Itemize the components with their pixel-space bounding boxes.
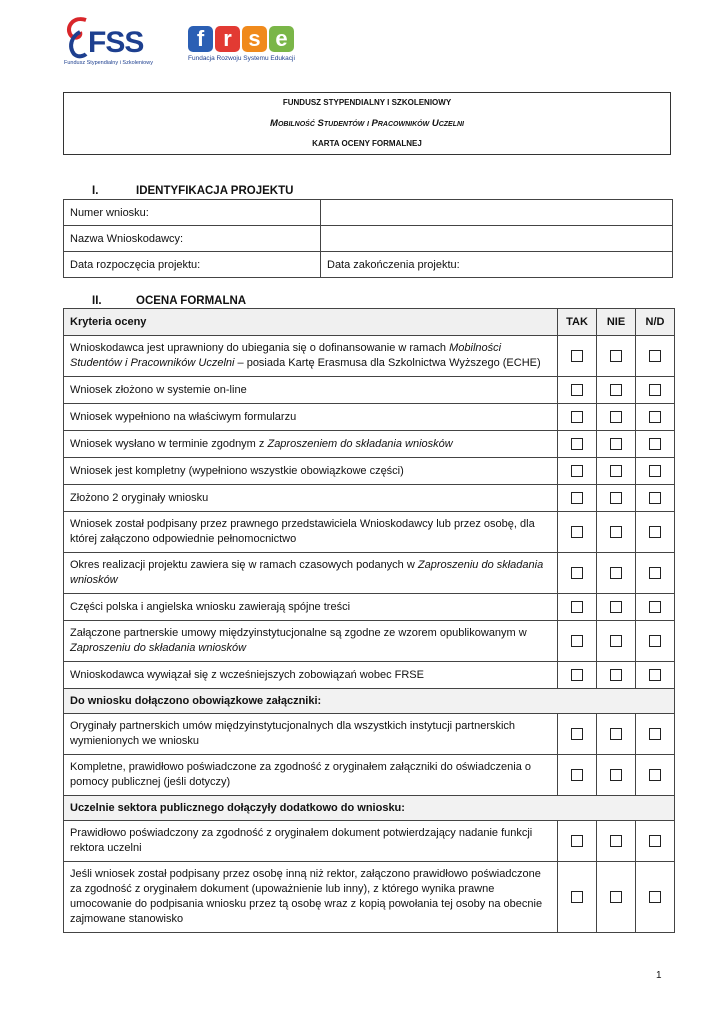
checkbox-cell-na [636, 404, 675, 431]
checkbox-no[interactable] [610, 384, 622, 396]
checkbox-cell-na [636, 755, 675, 796]
identification-table [63, 199, 673, 278]
criterion-text: Oryginały partnerskich umów międzyinstytucjonalnych dla wszystkich instytucji partnerskich wymienionych we wniosku [64, 714, 558, 755]
checkbox-cell-no [597, 485, 636, 512]
checkbox-cell-yes [558, 862, 597, 933]
checkbox-cell-na [636, 377, 675, 404]
fss-subtitle: Fundusz Stypendialny i Szkoleniowy [64, 60, 153, 66]
criteria-row [64, 662, 675, 689]
field-applicant-name[interactable] [321, 226, 673, 252]
checkbox-cell-no [597, 404, 636, 431]
checkbox-no[interactable] [610, 492, 622, 504]
checkbox-cell-yes [558, 512, 597, 553]
field-project-end-date[interactable]: Data zakończenia projektu: [321, 252, 673, 278]
criteria-row [64, 714, 675, 755]
checkbox-na[interactable] [649, 384, 661, 396]
checkbox-no[interactable] [610, 891, 622, 903]
criteria-row [64, 755, 675, 796]
header-form-title: KARTA OCENY FORMALNEJ [312, 139, 422, 148]
label-applicant-name: Nazwa Wnioskodawcy: [64, 226, 321, 252]
checkbox-yes[interactable] [571, 669, 583, 681]
criteria-group-row [64, 796, 675, 821]
checkbox-yes[interactable] [571, 438, 583, 450]
checkbox-cell-na [636, 431, 675, 458]
column-no: NIE [597, 309, 636, 336]
criteria-row [64, 458, 675, 485]
checkbox-cell-yes [558, 714, 597, 755]
checkbox-cell-na [636, 714, 675, 755]
checkbox-yes[interactable] [571, 635, 583, 647]
criterion-text: Wniosek złożono w systemie on-line [64, 377, 558, 404]
criteria-row [64, 431, 675, 458]
checkbox-cell-yes [558, 404, 597, 431]
checkbox-na[interactable] [649, 526, 661, 538]
criterion-text: Części polska i angielska wniosku zawierają spójne treści [64, 594, 558, 621]
frse-letter: r [215, 26, 240, 52]
checkbox-cell-yes [558, 336, 597, 377]
criteria-row [64, 336, 675, 377]
table-row [64, 200, 673, 226]
criteria-row [64, 594, 675, 621]
section1-number: I. [92, 185, 99, 197]
criteria-row [64, 621, 675, 662]
checkbox-yes[interactable] [571, 769, 583, 781]
frse-logo [188, 26, 306, 70]
checkbox-cell-yes [558, 594, 597, 621]
checkbox-cell-na [636, 485, 675, 512]
checkbox-na[interactable] [649, 492, 661, 504]
checkbox-cell-yes [558, 755, 597, 796]
criterion-text: Wnioskodawca jest uprawniony do ubiegania się o dofinansowanie w ramach Mobilności Studentów i Pracowników Uczelni – posiada Kartę Erasmusa dla Szkolnictwa Wyższego (ECHE) [64, 336, 558, 377]
checkbox-cell-yes [558, 458, 597, 485]
column-yes: TAK [558, 309, 597, 336]
field-project-start-date[interactable]: Data rozpoczęcia projektu: [64, 252, 321, 278]
checkbox-cell-yes [558, 821, 597, 862]
checkbox-no[interactable] [610, 438, 622, 450]
checkbox-cell-yes [558, 621, 597, 662]
criterion-text: Wnioskodawca wywiązał się z wcześniejszych zobowiązań wobec FRSE [64, 662, 558, 689]
checkbox-cell-no [597, 862, 636, 933]
checkbox-na[interactable] [649, 769, 661, 781]
table-row [64, 226, 673, 252]
checkbox-na[interactable] [649, 891, 661, 903]
criteria-group-title: Do wniosku dołączono obowiązkowe załączniki: [64, 689, 675, 714]
checkbox-cell-yes [558, 485, 597, 512]
criterion-text: Okres realizacji projektu zawiera się w ramach czasowych podanych w Zaproszeniu do składania wniosków [64, 553, 558, 594]
checkbox-cell-yes [558, 377, 597, 404]
checkbox-cell-no [597, 336, 636, 377]
checkbox-yes[interactable] [571, 835, 583, 847]
header-program-name: Mobilność Studentów i Pracowników Uczelni [270, 118, 464, 129]
criteria-header-row [64, 309, 675, 336]
checkbox-yes[interactable] [571, 465, 583, 477]
criterion-text: Wniosek jest kompletny (wypełniono wszystkie obowiązkowe części) [64, 458, 558, 485]
field-application-number[interactable] [321, 200, 673, 226]
checkbox-cell-na [636, 336, 675, 377]
checkbox-cell-na [636, 862, 675, 933]
checkbox-cell-yes [558, 431, 597, 458]
frse-subtitle: Fundacja Rozwoju Systemu Edukacji [188, 55, 295, 62]
criterion-text: Prawidłowo poświadczony za zgodność z oryginałem dokument potwierdzający nadanie funkcji rektora uczelni [64, 821, 558, 862]
table-row [64, 252, 673, 278]
checkbox-na[interactable] [649, 635, 661, 647]
label-application-number: Numer wniosku: [64, 200, 321, 226]
section1-title: IDENTYFIKACJA PROJEKTU [136, 185, 294, 197]
checkbox-yes[interactable] [571, 350, 583, 362]
checkbox-cell-na [636, 512, 675, 553]
checkbox-cell-na [636, 662, 675, 689]
checkbox-cell-na [636, 594, 675, 621]
checkbox-no[interactable] [610, 669, 622, 681]
checkbox-cell-na [636, 458, 675, 485]
checkbox-cell-no [597, 512, 636, 553]
frse-letters [188, 26, 306, 52]
checkbox-yes[interactable] [571, 526, 583, 538]
criterion-text: Kompletne, prawidłowo poświadczone za zgodność z oryginałem załączniki do oświadczenia o pomocy publicznej (jeśli dotyczy) [64, 755, 558, 796]
checkbox-cell-na [636, 553, 675, 594]
checkbox-na[interactable] [649, 835, 661, 847]
criteria-row [64, 553, 675, 594]
checkbox-no[interactable] [610, 526, 622, 538]
checkbox-na[interactable] [649, 465, 661, 477]
checkbox-na[interactable] [649, 728, 661, 740]
checkbox-no[interactable] [610, 769, 622, 781]
criteria-row [64, 821, 675, 862]
criteria-row [64, 377, 675, 404]
header-fund-name: FUNDUSZ STYPENDIALNY I SZKOLENIOWY [282, 98, 452, 107]
criteria-row [64, 404, 675, 431]
checkbox-na[interactable] [649, 669, 661, 681]
fss-logo [64, 14, 156, 70]
checkbox-no[interactable] [610, 567, 622, 579]
checkbox-yes[interactable] [571, 891, 583, 903]
checkbox-cell-na [636, 621, 675, 662]
checkbox-cell-na [636, 821, 675, 862]
frse-letter: e [269, 26, 294, 52]
column-criteria: Kryteria oceny [64, 309, 558, 336]
criteria-group-title: Uczelnie sektora publicznego dołączyły dodatkowo do wniosku: [64, 796, 675, 821]
checkbox-no[interactable] [610, 635, 622, 647]
criterion-text: Wniosek wypełniono na właściwym formularzu [64, 404, 558, 431]
checkbox-no[interactable] [610, 835, 622, 847]
checkbox-cell-no [597, 714, 636, 755]
checkbox-yes[interactable] [571, 384, 583, 396]
criterion-text: Złożono 2 oryginały wniosku [64, 485, 558, 512]
checkbox-na[interactable] [649, 601, 661, 613]
criterion-text: Wniosek wysłano w terminie zgodnym z Zaproszeniem do składania wniosków [64, 431, 558, 458]
section2-number: II. [92, 295, 102, 307]
checkbox-cell-no [597, 431, 636, 458]
checkbox-yes[interactable] [571, 728, 583, 740]
checkbox-cell-no [597, 662, 636, 689]
checkbox-na[interactable] [649, 567, 661, 579]
checkbox-yes[interactable] [571, 601, 583, 613]
checkbox-cell-no [597, 377, 636, 404]
checkbox-yes[interactable] [571, 567, 583, 579]
fss-name: FSS [88, 26, 144, 59]
frse-letter: f [188, 26, 213, 52]
checkbox-cell-no [597, 553, 636, 594]
checkbox-na[interactable] [649, 411, 661, 423]
criteria-group-row [64, 689, 675, 714]
checkbox-cell-no [597, 755, 636, 796]
criterion-text: Wniosek został podpisany przez prawnego przedstawiciela Wnioskodawcy lub przez osobę, dla której załączono odpowiednie pełnomocnictwo [64, 512, 558, 553]
checkbox-cell-no [597, 821, 636, 862]
checkbox-cell-yes [558, 662, 597, 689]
document-header [63, 92, 671, 155]
section2-title: OCENA FORMALNA [136, 295, 247, 307]
checkbox-no[interactable] [610, 350, 622, 362]
checkbox-cell-no [597, 621, 636, 662]
frse-letter: s [242, 26, 267, 52]
criteria-row [64, 512, 675, 553]
checkbox-na[interactable] [649, 350, 661, 362]
checkbox-cell-yes [558, 553, 597, 594]
criteria-table [63, 308, 675, 933]
checkbox-yes[interactable] [571, 492, 583, 504]
checkbox-no[interactable] [610, 411, 622, 423]
checkbox-no[interactable] [610, 465, 622, 477]
checkbox-no[interactable] [610, 728, 622, 740]
checkbox-na[interactable] [649, 438, 661, 450]
criteria-row [64, 485, 675, 512]
criteria-row [64, 862, 675, 933]
column-na: N/D [636, 309, 675, 336]
checkbox-cell-no [597, 594, 636, 621]
page-number: 1 [656, 970, 662, 981]
criterion-text: Załączone partnerskie umowy międzyinstytucjonalne są zgodne ze wzorem opublikowanym w Zaproszeniu do składania wniosków [64, 621, 558, 662]
checkbox-cell-no [597, 458, 636, 485]
checkbox-yes[interactable] [571, 411, 583, 423]
criterion-text: Jeśli wniosek został podpisany przez osobę inną niż rektor, załączono prawidłowo poświadczone za zgodność z oryginałem dokument (upoważnienie lub inny), z którego wynika prawne umocowanie do podpisania wniosku przez tą osobę wraz z kopią powołania tej osoby na obecnie zajmowane stanowisko [64, 862, 558, 933]
checkbox-no[interactable] [610, 601, 622, 613]
